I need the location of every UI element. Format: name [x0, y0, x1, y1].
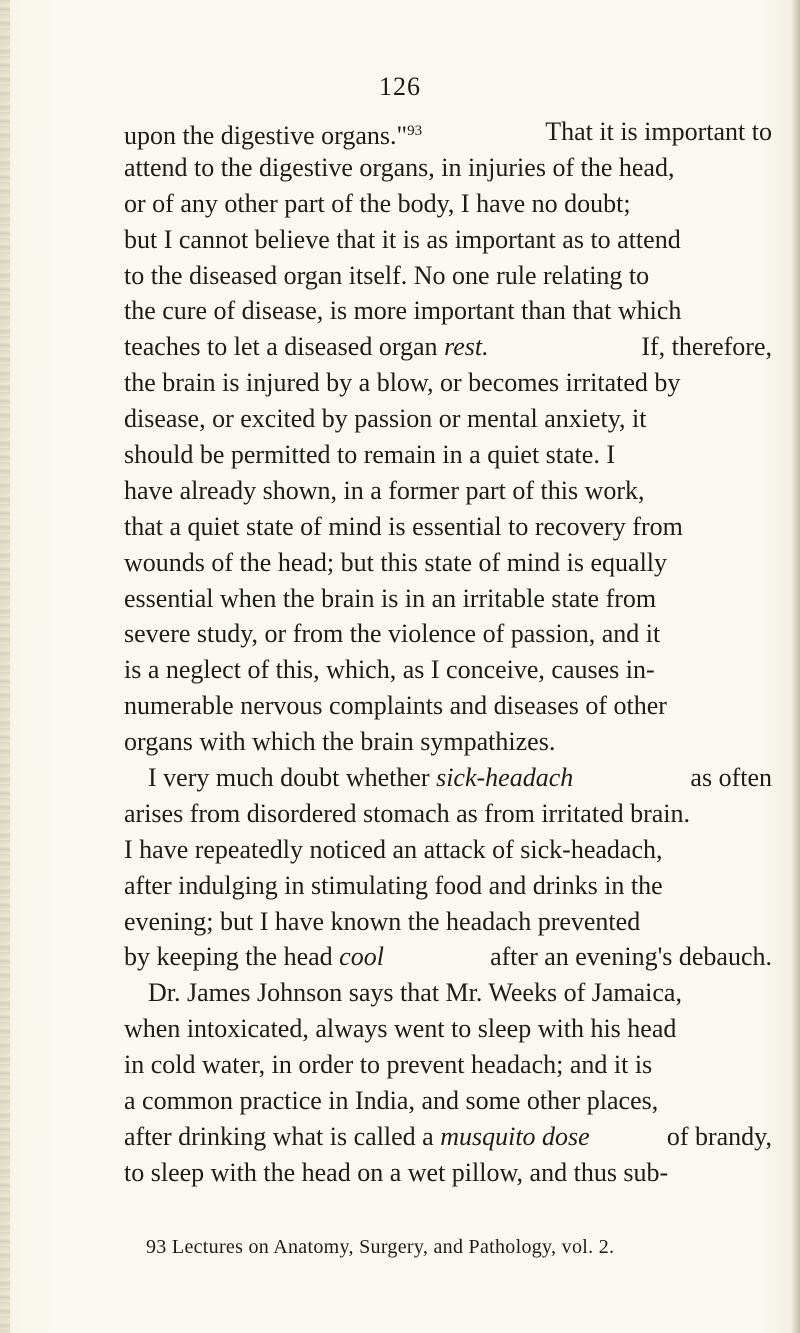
- footnote-text: Lectures on Anatomy, Surgery, and Pathology, vol. 2.: [171, 1236, 615, 1258]
- line-30-text: to sleep with the head on a wet pillow, and thus sub-: [124, 1157, 669, 1187]
- footnote-marker: 93: [146, 1236, 167, 1258]
- text-line-13: [124, 545, 772, 581]
- line-7-italic: rest.: [444, 332, 489, 362]
- line-3-text: or of any other part of the body, I have no doubt;: [124, 188, 631, 218]
- text-line-26: [124, 1011, 772, 1047]
- text-line-24: [124, 939, 772, 975]
- text-line-6: [124, 293, 772, 329]
- page-edge: [792, 0, 800, 1333]
- text-line-7: [124, 329, 772, 365]
- line-29-italic: musquito dose: [440, 1121, 590, 1151]
- text-line-11: [124, 473, 772, 509]
- line-4-text: but I cannot believe that it is as important as to attend: [124, 224, 681, 254]
- line-12-text: that a quiet state of mind is essential to recovery from: [124, 511, 683, 541]
- text-line-21: [124, 832, 772, 868]
- text-line-3: [124, 186, 772, 222]
- line-14-text: essential when the brain is in an irritable state from: [124, 583, 657, 613]
- text-line-29: [124, 1119, 772, 1155]
- line-10-text: should be permitted to remain in a quiet state. I: [124, 440, 615, 470]
- line-28-text: a common practice in India, and some other places,: [124, 1086, 659, 1116]
- line-23-text: evening; but I have known the headach prevented: [124, 906, 641, 936]
- text-line-18: [124, 724, 772, 760]
- text-line-16: [124, 652, 772, 688]
- line-1-text: upon the digestive organs.": [124, 121, 408, 150]
- text-line-5: [124, 258, 772, 294]
- footnote: [146, 1236, 614, 1259]
- line-17-text: numerable nervous complaints and diseases of other: [124, 691, 667, 721]
- line-22-text: after indulging in stimulating food and drinks in the: [124, 870, 663, 900]
- line-7-tail: If, therefore,: [641, 332, 772, 362]
- text-line-9: [124, 401, 772, 437]
- text-line-15: [124, 616, 772, 652]
- text-line-10: [124, 437, 772, 473]
- text-line-2: [124, 150, 772, 186]
- line-7-text: teaches to let a diseased organ: [124, 332, 438, 362]
- line-9-text: disease, or excited by passion or mental anxiety, it: [124, 404, 647, 434]
- body-text: [124, 114, 772, 1191]
- text-line-12: [124, 509, 772, 545]
- line-27-text: in cold water, in order to prevent headach; and it is: [124, 1050, 653, 1080]
- text-line-27: [124, 1047, 772, 1083]
- line-8-text: the brain is injured by a blow, or becomes irritated by: [124, 368, 681, 398]
- line-19-tail: as often: [690, 763, 772, 793]
- line-19-text: I very much doubt whether: [148, 763, 430, 793]
- line-2-text: attend to the digestive organs, in injuries of the head,: [124, 152, 675, 182]
- text-line-17: [124, 688, 772, 724]
- line-13-text: wounds of the head; but this state of mind is equally: [124, 547, 668, 577]
- text-line-19: [124, 760, 772, 796]
- line-11-text: have already shown, in a former part of this work,: [124, 475, 645, 505]
- line-26-text: when intoxicated, always went to sleep with his head: [124, 1014, 677, 1044]
- text-line-28: [124, 1083, 772, 1119]
- line-16-text: is a neglect of this, which, as I conceive, causes in-: [124, 655, 655, 685]
- text-line-23: [124, 904, 772, 940]
- text-line-25: [124, 975, 772, 1011]
- line-15-text: severe study, or from the violence of passion, and it: [124, 619, 661, 649]
- line-24-text: by keeping the head: [124, 942, 333, 972]
- text-line-4: [124, 222, 772, 258]
- line-24-tail: after an evening's debauch.: [490, 942, 772, 972]
- line-29-tail: of brandy,: [666, 1121, 772, 1151]
- line-18-text: organs with which the brain sympathizes.: [124, 727, 556, 757]
- line-29-text: after drinking what is called a: [124, 1121, 434, 1151]
- text-line-8: [124, 365, 772, 401]
- line-19-italic: sick-headach: [436, 763, 574, 793]
- binding-shadow: [0, 0, 10, 1333]
- text-line-30: [124, 1155, 772, 1191]
- line-21-text: I have repeatedly noticed an attack of sick-headach,: [124, 834, 663, 864]
- line-25-text: Dr. James Johnson says that Mr. Weeks of Jamaica,: [148, 978, 682, 1008]
- text-line-20: [124, 796, 772, 832]
- text-line-22: [124, 868, 772, 904]
- text-line-1: [124, 114, 772, 150]
- line-6-text: the cure of disease, is more important than that which: [124, 296, 682, 326]
- footnote-reference: 93: [407, 123, 423, 139]
- page-number: 126: [379, 72, 421, 101]
- line-5-text: to the diseased organ itself. No one rule relating to: [124, 260, 650, 290]
- line-24-italic: cool: [339, 942, 384, 972]
- line-1-tail: That it is important to: [545, 117, 772, 146]
- line-20-text: arises from disordered stomach as from irritated brain.: [124, 798, 691, 828]
- text-line-14: [124, 581, 772, 617]
